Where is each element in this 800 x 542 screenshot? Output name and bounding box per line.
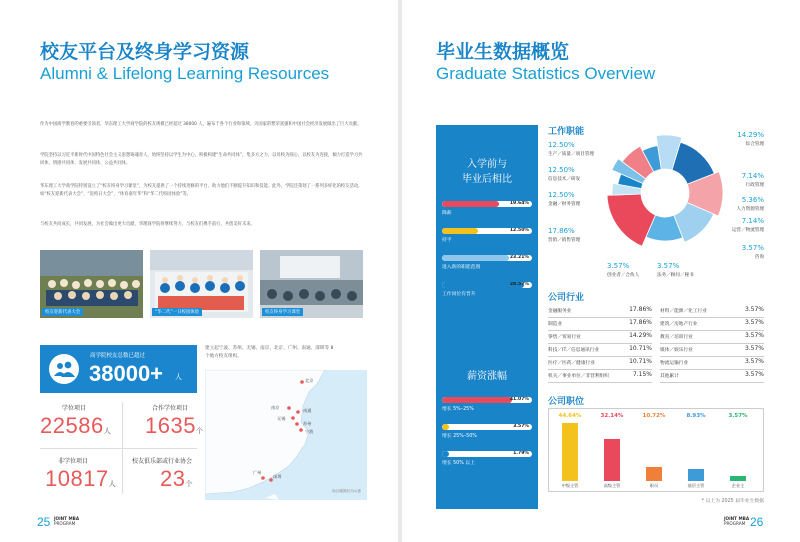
photo-caption: “华二代”一日校园体验 [152, 308, 202, 316]
salary-bar-fill [442, 451, 449, 457]
comparison-value: 28.57% [509, 282, 529, 287]
job-function-value: 12.50% [548, 141, 575, 149]
job-function-value: 14.29% [737, 131, 764, 139]
job-function-name: 生产／质量／项目管理 [548, 152, 594, 157]
map-city-label: 北京 [305, 378, 314, 383]
page-title-cn: 校友平台及终身学习资源 [40, 41, 250, 63]
salary-bar-fill [442, 424, 449, 430]
industry-row [548, 318, 652, 331]
industry-row [660, 305, 764, 318]
job-function-name: 综合管理 [745, 142, 764, 147]
position-name: 企业主 [731, 483, 745, 488]
map-city-label: 宁波 [305, 429, 314, 434]
industry-value: 3.57% [744, 345, 764, 352]
position-column [552, 413, 588, 495]
industry-value: 14.29% [629, 332, 652, 339]
stat-label: 校友俱乐部或行业协会 [132, 458, 193, 465]
photo-caption: 校友迎新代表大会 [42, 308, 83, 316]
map-city-label: 广州 [253, 470, 262, 475]
industry-value: 3.57% [744, 371, 764, 378]
paragraph: 与校友共同成长，共同发展，为社会做出更大贡献，华理商学院将继续努力，与校友们携手前行，共创美好未来。 [40, 222, 255, 227]
job-function-value: 17.86% [548, 227, 575, 235]
industry-name: 科技／IT／信息通讯行业 [548, 348, 600, 353]
industry-name: 零售／贸易行业 [548, 335, 581, 340]
position-name: 中级主管 [561, 483, 579, 488]
position-column [720, 413, 756, 495]
job-function-value: 3.57% [607, 262, 630, 270]
map-city-label: 苏州 [303, 421, 312, 426]
industry-name: 材料／能源／化工行业 [660, 309, 707, 314]
job-function-name: 咨询 [754, 255, 764, 260]
salary-bar [442, 424, 532, 430]
position-column [678, 413, 714, 495]
position-column [636, 413, 672, 495]
industry-value: 17.86% [629, 306, 652, 313]
industry-value: 17.86% [629, 319, 652, 326]
job-function-name: 金融／财务管理 [548, 202, 581, 207]
stat-label: 非学位项目 [58, 458, 89, 465]
comparison-value: 23.21% [509, 255, 529, 260]
industry-name: 其他累计 [660, 374, 679, 379]
footer-label: JOINT MBA PROGRAM [724, 516, 750, 526]
salary-label: 增长 50% 以上 [442, 461, 475, 466]
industry-value: 3.57% [744, 319, 764, 326]
sidebar-title: 入学前与 毕业后相比 [462, 159, 512, 185]
comparison-value: 19.64% [509, 201, 529, 206]
comparison-label: 持平 [442, 238, 452, 243]
job-function-name: 信息技术／研发 [548, 177, 581, 182]
job-function-name: 行政管理 [745, 183, 764, 188]
stat-label: 学位项目 [62, 405, 87, 412]
salary-value: 3.57% [513, 424, 529, 429]
left-page [0, 0, 398, 542]
salary-value: 1.79% [513, 451, 529, 456]
industry-value: 7.15% [632, 371, 652, 378]
position-bar [604, 439, 620, 481]
comparison-bar [442, 228, 532, 234]
photo-campus-day [150, 250, 253, 318]
comparison-bar-fill [442, 201, 499, 207]
comparison-bar-fill [442, 255, 509, 261]
comparison-bar [442, 282, 532, 288]
industry-value: 3.57% [744, 358, 764, 365]
industry-row [548, 370, 652, 383]
industry-row [660, 318, 764, 331]
stat-label: 合作学位项目 [152, 405, 189, 412]
position-value: 8.93% [686, 413, 706, 419]
position-name: 基层主管 [687, 483, 705, 488]
industry-row [548, 305, 652, 318]
position-bar [646, 467, 662, 481]
job-function-donut [600, 128, 730, 258]
salary-value: 41.07% [509, 397, 529, 402]
alumni-total-unit: 人 [175, 373, 182, 381]
paragraph: 学院坚持以习近平新时代中国特色社会主义思想铸魂育人，始终坚持以学生为中心，积极构建“生命共同体”，集多方之力，以母校为圆心，以校友为连接，倾力打造学习共同体、情感共同体、发展共同体、公益共同体。 [40, 153, 363, 166]
position-column [594, 413, 630, 495]
stat-value: 1635个 [145, 413, 204, 438]
page-title-en: Alumni & Lifelong Learning Resources [40, 64, 330, 83]
industry-row [548, 357, 652, 370]
stat-value: 10817人 [45, 466, 117, 491]
map-city-label: 南京 [271, 405, 280, 410]
page-title-en: Graduate Statistics Overview [436, 64, 656, 83]
paragraph: 华东理工大学商学院特别设立了“校友终身学习课堂”，为校友提供了一个持续进修的平台，助力他们不断提升知识和技能。此外，学院还策划了一系列多样化的校友活动，如“校友迎新代表大会”、“返校日大会”、“体育嘉年华”和“华二代校园体验”等。 [40, 184, 363, 197]
industry-name: 物流运输行业 [660, 361, 689, 366]
comparison-sidebar [436, 125, 538, 509]
industry-row [548, 331, 652, 344]
job-function-value: 7.14% [741, 172, 764, 180]
industry-row [660, 344, 764, 357]
job-function-name: 运营／物流管理 [731, 228, 764, 233]
job-function-value: 3.57% [657, 262, 680, 270]
job-function-name: 营销／销售管理 [548, 238, 581, 243]
photo-caption: 校友终身学习课堂 [262, 308, 303, 316]
industry-name: 制造业 [548, 322, 563, 327]
industry-value: 10.71% [629, 358, 652, 365]
salary-label: 增长 5%–25% [442, 407, 474, 412]
position-value: 32.14% [600, 413, 624, 419]
job-function-value: 7.14% [741, 217, 764, 225]
people-icon [49, 354, 79, 384]
comparison-label: 工作岗位有晋升 [442, 292, 476, 297]
industry-name: 机关／事业单位／非营利组织 [548, 374, 609, 379]
divider [40, 448, 197, 449]
industry-name: 金融服务业 [548, 309, 572, 314]
position-bar [688, 469, 704, 481]
position-value: 3.57% [728, 413, 748, 419]
industry-row [660, 331, 764, 344]
alumni-total-value: 38000+ [89, 361, 164, 386]
map-note: 标注地图仅为示意 [332, 489, 361, 493]
page-title-cn: 毕业生数据概览 [436, 41, 570, 63]
job-function-name: 人力资源管理 [736, 207, 764, 212]
comparison-bar [442, 255, 532, 261]
industry-name: 教育／培训行业 [660, 335, 693, 340]
section-title-job-function: 工作职能 [548, 127, 585, 137]
salary-title: 薪资涨幅 [467, 371, 507, 382]
comparison-bar-fill [442, 228, 478, 234]
industry-value: 10.71% [629, 345, 652, 352]
position-bar [730, 476, 746, 481]
industry-row [660, 357, 764, 370]
industry-row [660, 370, 764, 383]
position-bar [562, 423, 578, 481]
page-number: 26 [750, 515, 764, 529]
position-name: 高级主管 [603, 483, 621, 488]
industry-row [548, 344, 652, 357]
map-description: 建立起宁波、苏州、无锡、南京、北京、广州、南通、深圳等 8 个地方校友组织。 [205, 346, 334, 359]
footnote: * 以上为 2025 届毕业生数据 [701, 499, 764, 504]
section-title-position: 公司职位 [548, 397, 585, 407]
map-city-label: 南通 [303, 408, 312, 413]
photo-alumni-assembly [40, 250, 143, 318]
map-city-label: 无锡 [277, 416, 286, 421]
section-title-industry: 公司行业 [548, 293, 585, 303]
alumni-total-box [40, 345, 197, 393]
job-function-value: 3.57% [741, 244, 764, 252]
job-function-name: 法务／顾问／秘书 [657, 273, 694, 278]
comparison-label: 进入新的职能范围 [442, 265, 481, 270]
industry-name: 媒体／娱乐行业 [660, 348, 693, 353]
salary-bar [442, 451, 532, 457]
industry-value: 3.57% [744, 306, 764, 313]
comparison-label: 降薪 [442, 211, 452, 216]
job-function-value: 12.50% [548, 191, 575, 199]
photo-lifelong-class [260, 250, 363, 318]
salary-label: 增长 25%–50% [442, 434, 477, 439]
industry-name: 医疗／医药／健康行业 [548, 361, 595, 366]
right-page [402, 0, 800, 542]
position-value: 10.72% [642, 413, 666, 419]
paragraph: 作为中国商学教育的重要引领者，华东理工大学商学院的校友规模已经超过 38000 人，遍布于各个行业和领域，为国家的繁荣富强和中国社会经济发展做出了巨大贡献。 [40, 122, 362, 127]
alumni-map [205, 370, 367, 500]
industry-name: 建筑／房地产行业 [660, 322, 698, 327]
map-city-label: 深圳 [273, 474, 282, 479]
salary-bar-fill [442, 397, 512, 403]
alumni-total-label: 商学院校友总数已超过 [90, 353, 146, 359]
divider [660, 382, 764, 383]
page-number: 25 [37, 515, 51, 529]
job-function-name: 创业者／合伙人 [607, 273, 640, 278]
divider [548, 382, 652, 383]
position-value: 44.64% [558, 413, 582, 419]
industry-value: 3.57% [744, 332, 764, 339]
job-function-value: 5.36% [741, 196, 764, 204]
position-name: 职员 [649, 483, 659, 488]
salary-bar [442, 397, 532, 403]
stat-value: 22586人 [40, 413, 112, 438]
footer-label: JOINT MBA PROGRAM [54, 516, 80, 526]
comparison-value: 12.50% [509, 228, 529, 233]
job-function-value: 12.50% [548, 166, 575, 174]
comparison-bar [442, 201, 532, 207]
stat-value: 23个 [160, 466, 193, 491]
